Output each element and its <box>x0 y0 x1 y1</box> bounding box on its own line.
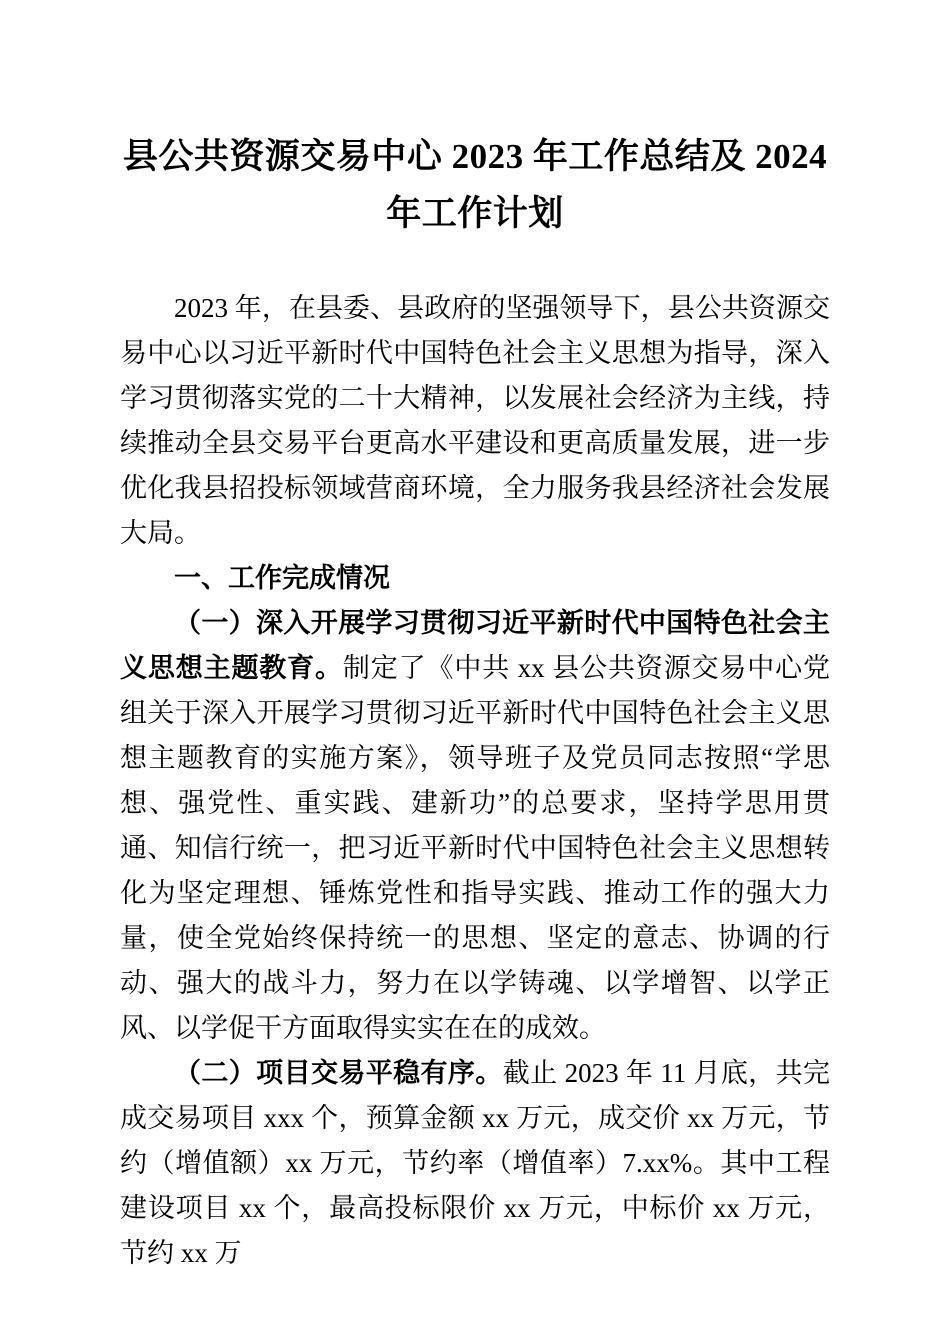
paragraph-sub-1-lead: （一）深入开展学习贯彻习近平新时代中国特色社会主义思想主题教育。 <box>120 608 830 683</box>
paragraph-sub-2-text: 截止 2023 年 11 月底，共完成交易项目 xxx 个，预算金额 xx 万元，成交价 xx 万元，节约（增值额）xx 万元，节约率（增值率）7.xx%。其中工程建设项目 xx 个，最高投标限价 xx 万元，中标价 xx 万元，节约 xx 万 <box>120 1058 831 1268</box>
paragraph-sub-2 <box>120 1051 830 1276</box>
paragraph-intro <box>120 286 830 556</box>
section-heading-1: 一、工作完成情况 <box>174 563 390 593</box>
paragraph-sub-1-text: 制定了《中共 xx 县公共资源交易中心党组关于深入开展学习贯彻习近平新时代中国特色社会主义思想主题教育的实施方案》，领导班子及党员同志按照“学思想、强党性、重实践、建新功”的总要求，坚持学思用贯通、知信行统一，把习近平新时代中国特色社会主义思想转化为坚定理想、锤炼党性和指导实践、推动工作的强大力量，使全党始终保持统一的思想、坚定的意志、协调的行动、强大的战斗力，努力在以学铸魂、以学增智、以学正风、以学促干方面取得实实在在的成效。 <box>120 653 831 1043</box>
paragraph-intro-text: 2023 年，在县委、县政府的坚强领导下，县公共资源交易中心以习近平新时代中国特色社会主义思想为指导，深入学习贯彻落实党的二十大精神，以发展社会经济为主线，持续推动全县交易平台更高水平建设和更高质量发展，进一步优化我县招投标领域营商环境，全力服务我县经济社会发展大局。 <box>120 293 830 548</box>
paragraph-sub-1 <box>120 601 830 1051</box>
document-title: 县公共资源交易中心 2023 年工作总结及 2024 年工作计划 <box>122 137 828 233</box>
paragraph-sub-2-lead: （二）项目交易平稳有序。 <box>174 1058 503 1088</box>
